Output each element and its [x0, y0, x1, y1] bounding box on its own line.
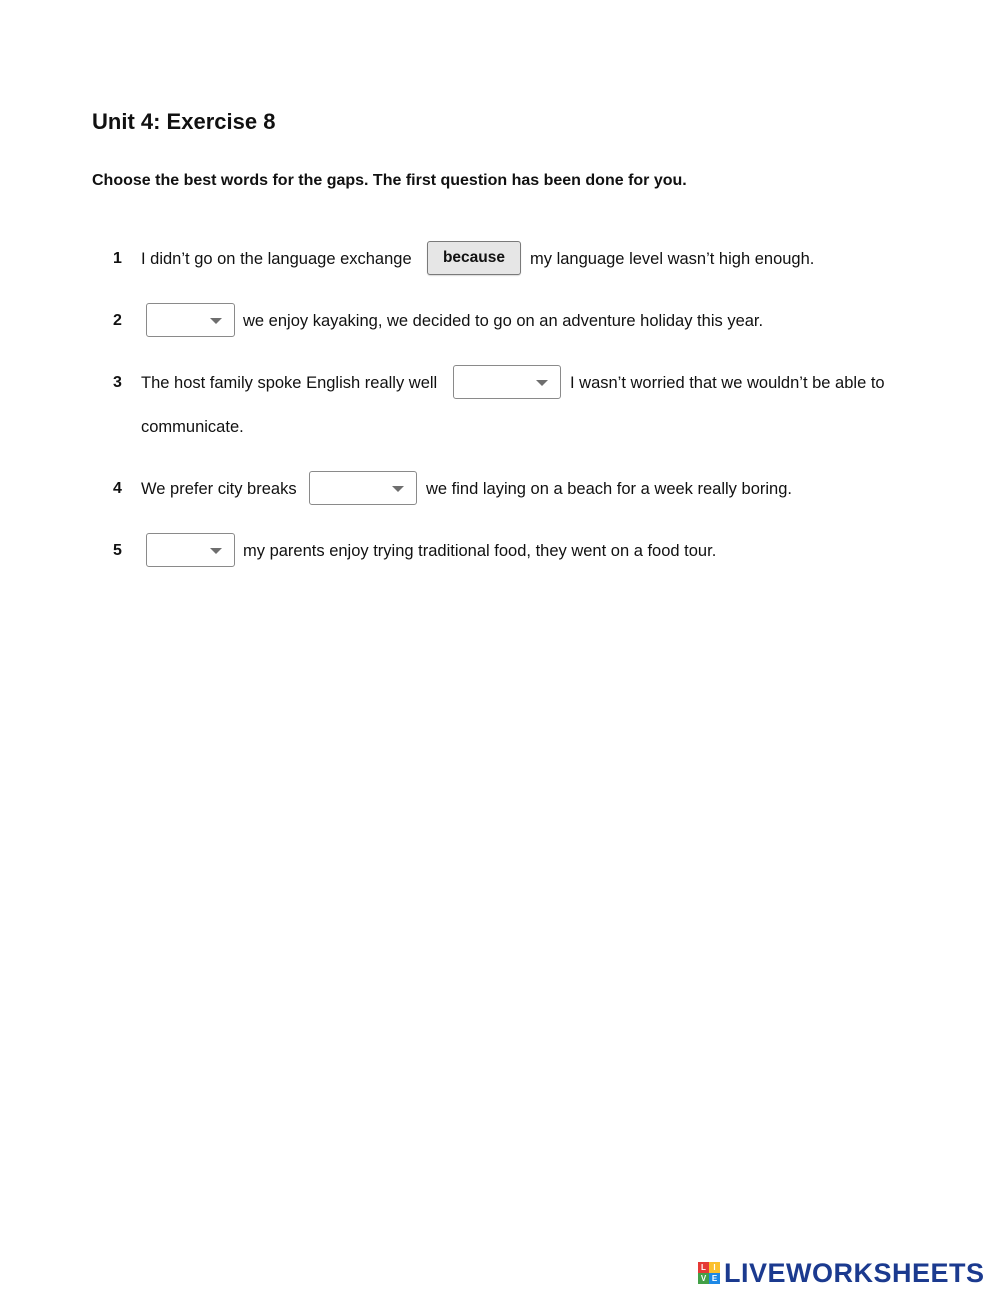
question-text-before: The host family spoke English really well: [141, 374, 438, 392]
example-answer-box: because: [427, 241, 521, 275]
chevron-down-icon: [210, 548, 222, 554]
liveworksheets-logo: [698, 1258, 985, 1288]
question-text-after: my parents enjoy trying traditional food, they went on a food tour.: [243, 542, 717, 560]
question-text-after: I wasn’t worried that we wouldn’t be able to: [570, 374, 885, 392]
instructions: Choose the best words for the gaps. The first question has been done for you.: [92, 172, 687, 189]
chevron-down-icon: [210, 318, 222, 324]
question-text-before: I didn’t go on the language exchange: [141, 250, 412, 268]
question-number: 2: [113, 312, 122, 329]
logo-mark-cell: V: [698, 1273, 709, 1284]
logo-mark-cell: I: [709, 1262, 720, 1273]
question-text-after: we find laying on a beach for a week really boring.: [426, 480, 792, 498]
logo-mark-cell: L: [698, 1262, 709, 1273]
answer-dropdown[interactable]: [309, 471, 417, 505]
question-text-before: We prefer city breaks: [141, 480, 297, 498]
answer-dropdown[interactable]: [146, 303, 235, 337]
logo-text: LIVEWORKSHEETS: [724, 1258, 985, 1288]
question-text-after: my language level wasn’t high enough.: [530, 250, 815, 268]
answer-dropdown[interactable]: [146, 533, 235, 567]
question-number: 5: [113, 542, 122, 559]
question-text-continuation: communicate.: [141, 418, 244, 436]
chevron-down-icon: [392, 486, 404, 492]
chevron-down-icon: [536, 380, 548, 386]
question-number: 4: [113, 480, 122, 497]
answer-dropdown[interactable]: [453, 365, 561, 399]
page-title: Unit 4: Exercise 8: [92, 109, 276, 134]
logo-mark-icon: [698, 1262, 720, 1284]
question-number: 3: [113, 374, 122, 391]
question-number: 1: [113, 250, 122, 267]
question-text-after: we enjoy kayaking, we decided to go on an adventure holiday this year.: [243, 312, 764, 330]
logo-mark-cell: E: [709, 1273, 720, 1284]
